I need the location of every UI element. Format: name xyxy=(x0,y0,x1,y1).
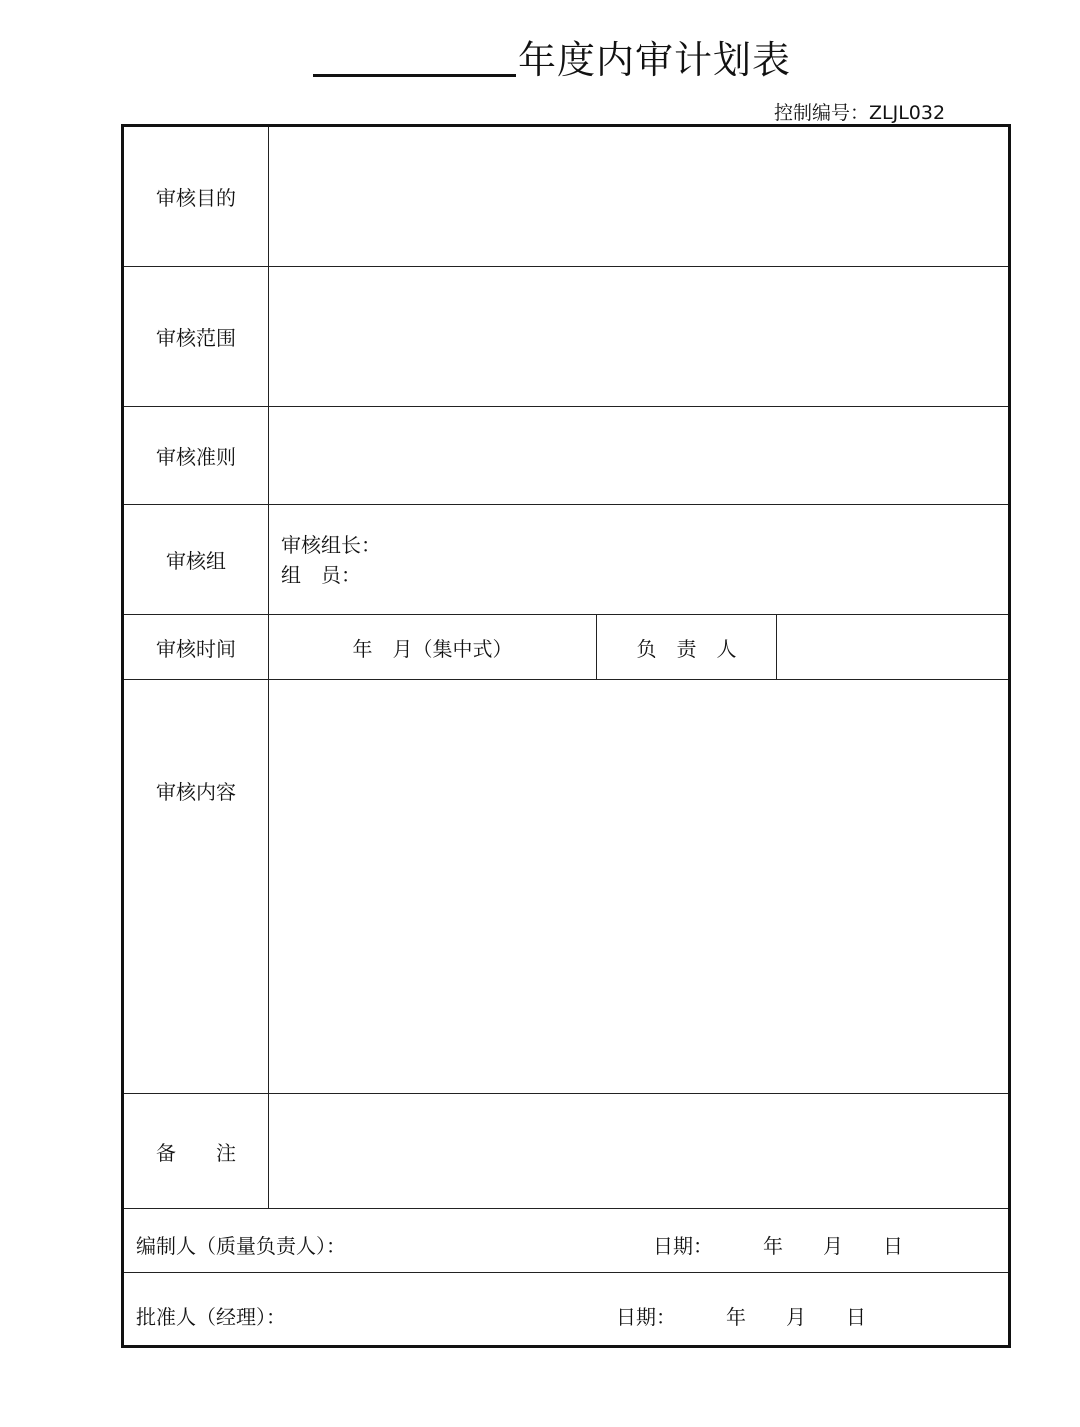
time-label: 审核时间 xyxy=(123,615,269,680)
approved-date-label: 日期： 年 月 日 xyxy=(616,1305,866,1329)
approved-by-label: 批准人（经理）： xyxy=(136,1305,286,1329)
remarks-row xyxy=(123,1094,1010,1209)
content-field[interactable] xyxy=(269,680,1010,1094)
responsible-field[interactable] xyxy=(777,615,1010,680)
remarks-label: 备 注 xyxy=(123,1094,269,1209)
content-row xyxy=(123,680,1010,1094)
criteria-field[interactable] xyxy=(269,407,1010,505)
team-field[interactable] xyxy=(269,505,1010,615)
responsible-label: 负 责 人 xyxy=(597,615,777,680)
prepared-row xyxy=(123,1209,1010,1273)
page-title: 年度内审计划表 xyxy=(518,38,792,82)
team-members-label: 组 员： xyxy=(281,562,361,587)
approved-row xyxy=(123,1273,1010,1347)
team-row xyxy=(123,505,1010,615)
prepared-date-label: 日期： 年 月 日 xyxy=(653,1234,903,1258)
control-number: 控制编号：ZLJL032 xyxy=(774,102,946,124)
audit-plan-form xyxy=(121,124,1011,1348)
team-leader-label: 审核组长： xyxy=(281,532,381,557)
purpose-row xyxy=(123,126,1010,267)
time-value[interactable]: 年 月（集中式） xyxy=(269,615,597,680)
scope-field[interactable] xyxy=(269,267,1010,407)
content-label: 审核内容 xyxy=(123,680,269,1094)
prepared-signature-cell[interactable] xyxy=(123,1209,1010,1273)
scope-row xyxy=(123,267,1010,407)
remarks-field[interactable] xyxy=(269,1094,1010,1209)
team-label: 审核组 xyxy=(123,505,269,615)
approved-signature-cell[interactable] xyxy=(123,1273,1010,1347)
title-year-blank-line xyxy=(313,74,516,77)
document-title xyxy=(0,36,1080,86)
purpose-field[interactable] xyxy=(269,126,1010,267)
criteria-label: 审核准则 xyxy=(123,407,269,505)
prepared-by-label: 编制人（质量负责人）： xyxy=(136,1234,346,1258)
time-row xyxy=(123,615,1010,680)
purpose-label: 审核目的 xyxy=(123,126,269,267)
criteria-row xyxy=(123,407,1010,505)
scope-label: 审核范围 xyxy=(123,267,269,407)
